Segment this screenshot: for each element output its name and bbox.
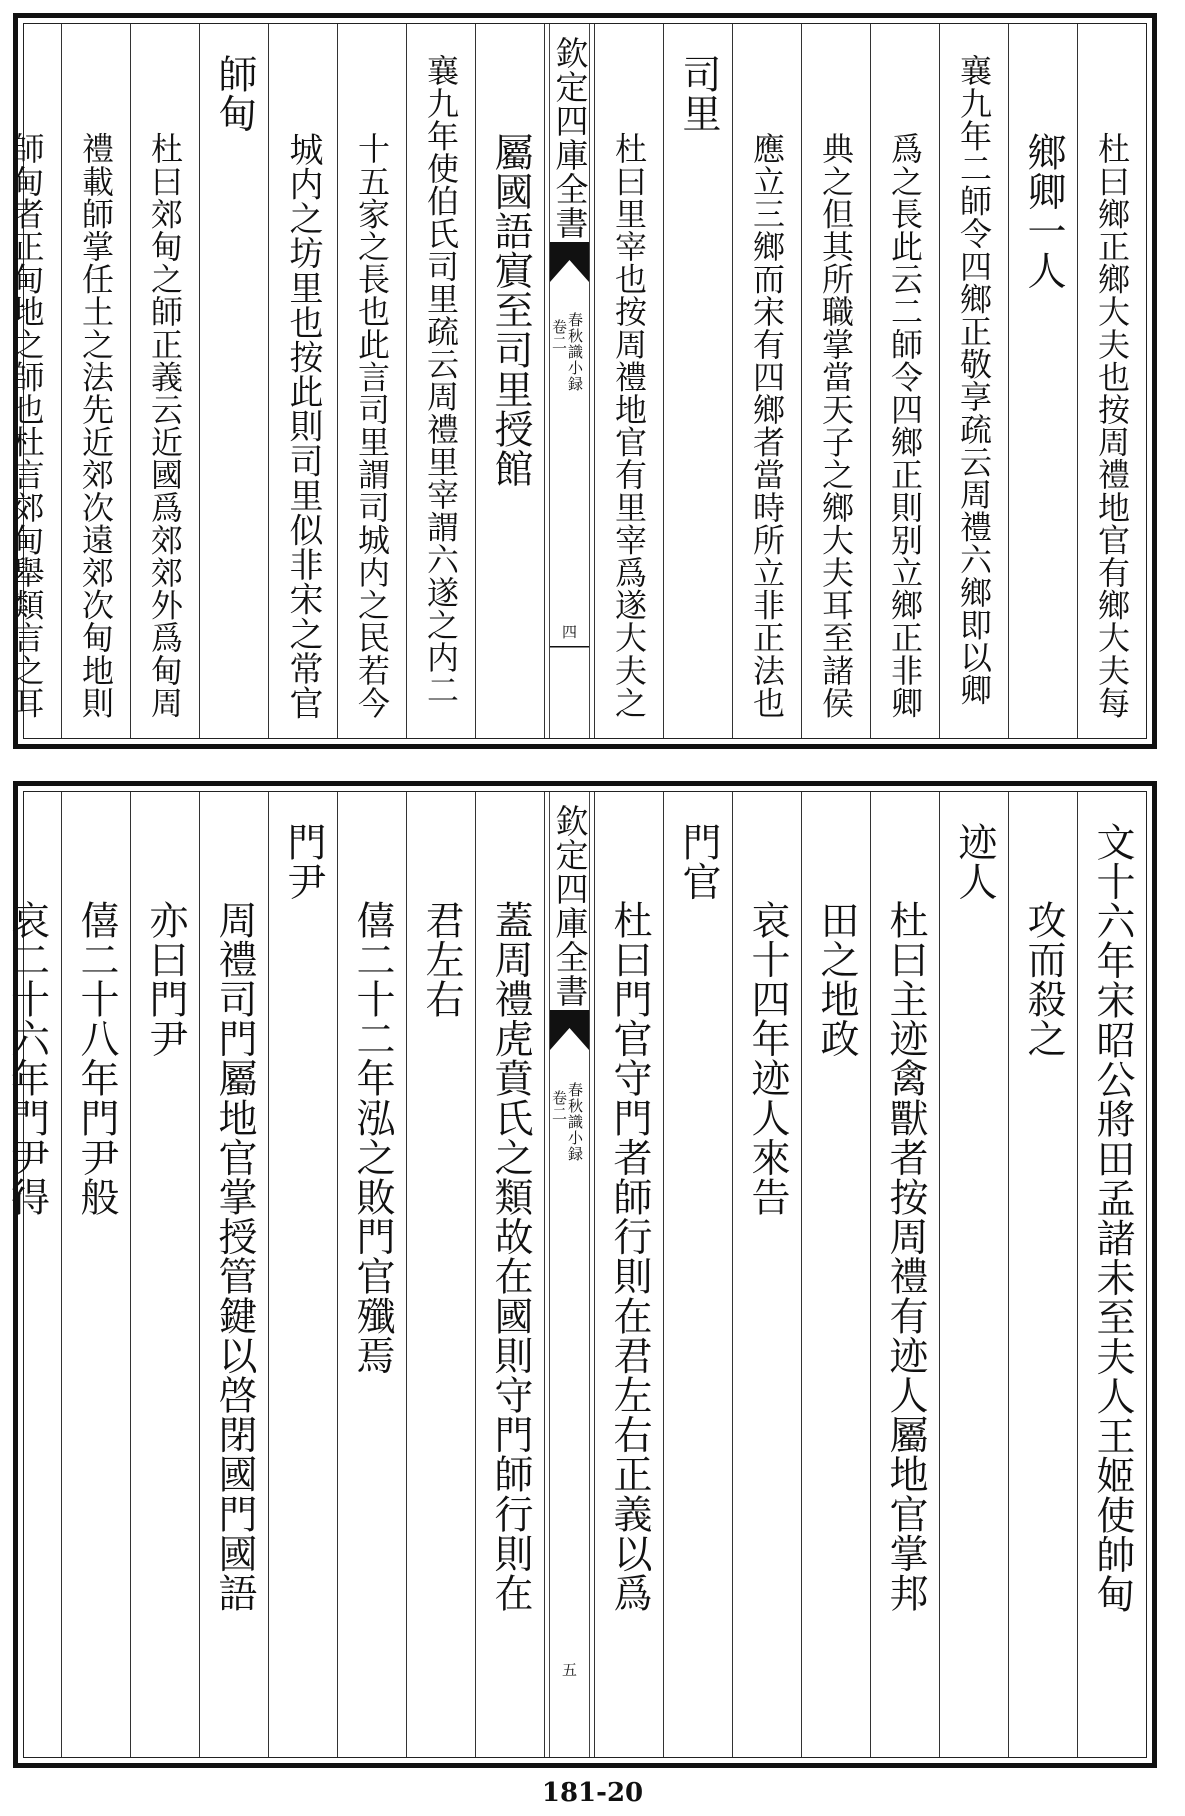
upper-page-frame xyxy=(7,23,1147,739)
upper-right-columns xyxy=(594,24,1146,738)
upper-page xyxy=(7,13,1157,749)
column-text: 亦曰門尹 xyxy=(143,900,188,1059)
spine-volume: 卷二 xyxy=(550,319,568,351)
text-column xyxy=(1008,24,1077,738)
fish-tail-ornament xyxy=(550,1010,589,1050)
text-column xyxy=(199,24,268,738)
text-column xyxy=(939,792,1008,1757)
text-column xyxy=(870,24,939,738)
column-text: 田之地政 xyxy=(814,900,859,1059)
column-text: 杜曰門官守門者師行則在君左右正義以爲 xyxy=(607,900,652,1613)
text-column xyxy=(939,24,1008,738)
text-column xyxy=(801,792,870,1757)
fish-tail-ornament-bottom xyxy=(550,646,589,660)
text-column xyxy=(732,24,801,738)
text-column xyxy=(594,24,663,738)
column-text: 杜曰郊甸之師正義云近國爲郊郊外爲甸周 xyxy=(146,132,184,719)
column-text: 師甸者正甸地之師也杜言郊甸舉類言之耳 xyxy=(7,132,46,719)
entry-heading: 襄九年使伯氏司里疏云周禮里宰謂六遂之内二 xyxy=(422,54,460,706)
fish-tail-ornament xyxy=(550,242,589,282)
column-text: 僖二十八年門尹般 xyxy=(74,900,119,1217)
lower-page xyxy=(4,781,1157,1768)
lower-page-frame xyxy=(4,791,1147,1758)
text-column xyxy=(61,24,130,738)
text-column xyxy=(663,24,732,738)
spine-book-title: 春秋識小録 xyxy=(566,1082,584,1162)
text-column xyxy=(594,792,663,1757)
text-column xyxy=(870,792,939,1757)
text-column xyxy=(801,24,870,738)
text-column xyxy=(1008,792,1077,1757)
spine-book-title: 春秋識小録 xyxy=(566,312,584,392)
lower-left-columns xyxy=(0,792,544,1757)
entry-heading: 文十六年宋昭公將田孟諸未至夫人王姬使帥甸 xyxy=(1090,822,1135,1614)
folio-number: 五 xyxy=(560,1662,578,1677)
text-column xyxy=(1077,24,1146,738)
column-text: 攻而殺之 xyxy=(1021,900,1066,1059)
column-text: 應立三鄉而宋有四鄉者當時所立非正法也 xyxy=(748,132,786,719)
column-text: 禮載師掌任土之法先近郊次遠郊次甸地則 xyxy=(77,132,115,719)
lower-right-columns xyxy=(594,792,1146,1757)
entry-heading: 迹人 xyxy=(952,822,997,902)
spine-title: 欽定四庫全書 xyxy=(550,36,590,240)
entry-heading: 司里 xyxy=(676,54,721,134)
center-spine-upper xyxy=(544,24,594,738)
text-column xyxy=(475,792,544,1757)
text-column xyxy=(406,24,475,738)
column-text: 僖二十二年泓之敗門官殲焉 xyxy=(350,900,395,1376)
text-column xyxy=(337,792,406,1757)
text-column xyxy=(130,24,199,738)
text-column xyxy=(61,792,130,1757)
text-column xyxy=(663,792,732,1757)
text-column xyxy=(406,792,475,1757)
column-text: 杜曰主迹禽獸者按周禮有迹人屬地官掌邦 xyxy=(883,900,928,1613)
column-text: 屬國語賔至司里授館 xyxy=(488,132,533,489)
text-column xyxy=(0,24,61,738)
text-column xyxy=(268,24,337,738)
column-text: 城内之坊里也按此則司里似非宋之常官 xyxy=(283,132,323,721)
text-column xyxy=(130,792,199,1757)
spine-volume: 卷二 xyxy=(550,1090,568,1122)
text-column xyxy=(268,792,337,1757)
text-column xyxy=(199,792,268,1757)
entry-heading: 門尹 xyxy=(281,822,326,902)
entry-heading: 師甸 xyxy=(212,54,257,134)
column-text: 周禮司門屬地官掌授管鍵以啓閉國門國語 xyxy=(212,900,257,1613)
spine-title: 欽定四庫全書 xyxy=(550,804,590,1008)
folio-number: 四 xyxy=(560,624,578,639)
column-text: 蓋周禮虎賁氏之類故在國則守門師行則在 xyxy=(488,900,533,1613)
text-column xyxy=(337,24,406,738)
text-column xyxy=(475,24,544,738)
entry-heading: 襄九年二師令四鄉正敬享疏云周禮六鄉即以卿 xyxy=(955,54,993,706)
column-text: 典之但其所職掌當天子之鄉大夫耳至諸侯 xyxy=(817,132,855,719)
column-text: 杜曰鄉正鄉大夫也按周禮地官有鄉大夫每 xyxy=(1093,132,1131,719)
text-column xyxy=(732,792,801,1757)
column-text: 爲之長此云二師令四鄉正則别立鄉正非卿 xyxy=(886,132,924,719)
entry-heading: 門官 xyxy=(676,822,721,902)
center-spine-lower xyxy=(544,792,594,1757)
column-text: 君左右 xyxy=(419,900,464,1019)
page-number: 181-20 xyxy=(541,1778,644,1808)
column-text: 哀十四年迹人來告 xyxy=(745,900,790,1217)
column-text: 十五家之長也此言司里謂司城内之民若今 xyxy=(353,132,391,719)
column-text: 鄉卿一人 xyxy=(1021,132,1066,291)
column-text: 杜曰里宰也按周禮地官有里宰爲遂大夫之 xyxy=(610,132,648,719)
text-column xyxy=(0,792,61,1757)
text-column xyxy=(1077,792,1146,1757)
column-text: 哀二十六年門尹得 xyxy=(4,900,50,1217)
upper-left-columns xyxy=(0,24,544,738)
